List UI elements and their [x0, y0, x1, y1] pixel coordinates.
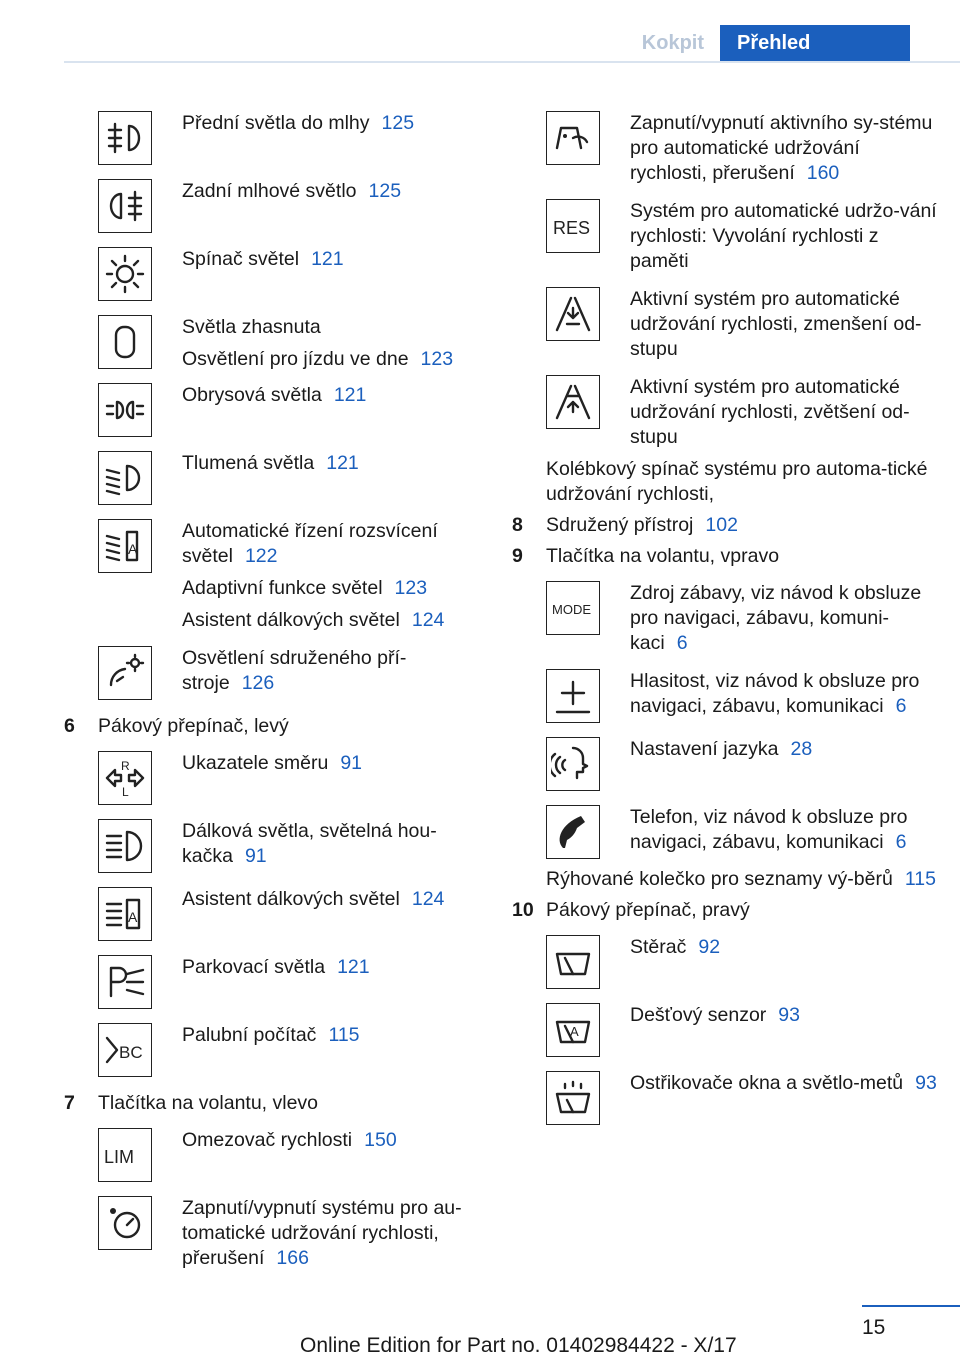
legend-text [182, 105, 484, 136]
legend-item [546, 105, 942, 186]
right-items-b [512, 575, 942, 867]
legend-text [630, 193, 942, 274]
high-beam-icon [98, 819, 152, 873]
legend-line [182, 955, 484, 980]
page-ref[interactable]: 28 [790, 738, 813, 760]
legend-line [182, 347, 484, 372]
edition-line: Online Edition for Part no. 01402984422 - X/17 [300, 1334, 737, 1357]
left-items-c [64, 1122, 484, 1271]
legend-item [98, 1190, 484, 1271]
legend-line [182, 451, 484, 476]
legend-item [98, 949, 484, 1017]
legend-line [630, 581, 942, 656]
legend-text [182, 241, 484, 272]
legend-label: Stěrač [630, 936, 687, 958]
page-ref[interactable]: 115 [328, 1024, 360, 1046]
legend-label: Osvětlení pro jízdu ve dne [182, 348, 409, 370]
page-ref[interactable]: 123 [394, 577, 428, 599]
rear-fog-light-icon [98, 179, 152, 233]
right-items-a [512, 105, 942, 450]
legend-item [546, 1065, 942, 1133]
legend-label: Spínač světel [182, 248, 300, 270]
legend-line [630, 1071, 942, 1096]
legend-label: Adaptivní funkce světel [182, 577, 383, 599]
legend-item [546, 663, 942, 731]
low-beam-icon [98, 451, 152, 505]
section-label: Tlačítka na volantu, vpravo [546, 545, 780, 567]
legend-label: Automatické řízení rozsvícení světel [182, 520, 438, 567]
svg-text:A: A [570, 1024, 579, 1039]
rocker-switch-note: Kolébkový spínač systému pro automa-tické udržování rychlosti, [546, 458, 928, 505]
legend-line [630, 199, 942, 274]
svg-text:RES: RES [553, 218, 591, 238]
cruise-control-icon [98, 1196, 152, 1250]
legend-text [630, 281, 942, 362]
voice-icon [546, 737, 600, 791]
active-cruise-control-icon [546, 111, 600, 165]
legend-label: Zadní mlhové světlo [182, 180, 357, 202]
legend-item [98, 173, 484, 241]
legend-line [182, 887, 484, 912]
page-ref[interactable]: 124 [411, 609, 445, 631]
page-ref[interactable]: 121 [333, 384, 367, 406]
legend-line [182, 383, 484, 408]
instrument-lighting-icon [98, 646, 152, 700]
legend-text [182, 949, 484, 980]
legend-line [182, 819, 484, 869]
section-number: 9 [512, 545, 523, 567]
resume-icon [546, 199, 600, 253]
legend-item [98, 640, 484, 708]
legend-label: Tlumená světla [182, 452, 315, 474]
legend-line [182, 608, 484, 633]
legend-line [182, 1196, 484, 1271]
section-8 [512, 513, 942, 538]
page-ref[interactable]: 125 [381, 112, 415, 134]
svg-text:A: A [128, 909, 138, 925]
legend-text [630, 105, 942, 186]
legend-label: Asistent dálkových světel [182, 888, 400, 910]
legend-item [546, 575, 942, 656]
legend-item [98, 377, 484, 445]
legend-item [546, 997, 942, 1065]
light-switch-icon [98, 247, 152, 301]
volume-icon [546, 669, 600, 723]
legend-label: Zapnutí/vypnutí aktivního sy-stému pro automatické udržování rychlosti, přerušení [630, 112, 933, 184]
legend-item [98, 105, 484, 173]
legend-text [182, 309, 484, 372]
legend-text [182, 445, 484, 476]
legend-text [630, 929, 942, 960]
tab-kokpit[interactable]: Kokpit [641, 32, 704, 54]
section-label: Pákový přepínač, pravý [546, 899, 750, 921]
legend-label: Ukazatele směru [182, 752, 329, 774]
legend-label: Světla zhasnuta [182, 316, 321, 338]
legend-label: Ostřikovače okna a světlo-metů [630, 1072, 904, 1094]
legend-label: Zapnutí/vypnutí systému pro au-tomatické udržování rychlosti, přerušení [182, 1197, 462, 1269]
legend-item [546, 731, 942, 799]
legend-text [630, 799, 942, 855]
legend-label: Aktivní systém pro automatické udržování rychlosti, zmenšení od-stupu [630, 288, 922, 360]
legend-item [546, 281, 942, 362]
section-7 [64, 1091, 484, 1116]
legend-text [182, 745, 484, 776]
legend-label: Dálková světla, světelná hou-kačka [182, 820, 437, 867]
legend-text [630, 1065, 942, 1096]
parking-light-p-icon [98, 955, 152, 1009]
legend-line [182, 111, 484, 136]
header-tabs [640, 25, 910, 61]
legend-text [182, 881, 484, 912]
page-ref[interactable]: 6 [895, 831, 907, 853]
high-beam-assist-icon [98, 887, 152, 941]
note-text: Rýhované kolečko pro seznamy vý-běrů [546, 868, 893, 890]
footer-rule [862, 1305, 960, 1307]
legend-label: Parkovací světla [182, 956, 326, 978]
legend-label: Asistent dálkových světel [182, 609, 400, 631]
legend-label: Dešťový senzor [630, 1004, 767, 1026]
legend-item [98, 309, 484, 377]
left-items-a [64, 105, 484, 708]
page-number: 15 [862, 1316, 886, 1339]
legend-item [98, 513, 484, 633]
legend-text [630, 663, 942, 719]
phone-icon [546, 805, 600, 859]
legend-label: Nastavení jazyka [630, 738, 779, 760]
svg-text:L: L [122, 785, 129, 799]
legend-item [98, 813, 484, 881]
page-ref[interactable]: 122 [244, 545, 278, 567]
section-label-text: Sdružený přístroj [546, 514, 694, 536]
right-column [512, 105, 942, 1133]
page-ref[interactable]: 121 [337, 956, 370, 978]
svg-text:R: R [121, 759, 130, 773]
legend-item [546, 193, 942, 274]
section-label [546, 513, 942, 538]
page-ref[interactable]: 102 [705, 514, 738, 536]
legend-item [546, 369, 942, 450]
legend-line [630, 669, 942, 719]
rain-sensor-icon [546, 1003, 600, 1057]
legend-text [182, 1017, 484, 1048]
section-label: Tlačítka na volantu, vlevo [98, 1092, 319, 1114]
legend-line [182, 315, 484, 340]
legend-text [630, 575, 942, 656]
legend-line [182, 1023, 484, 1048]
page-ref[interactable]: 124 [411, 888, 445, 910]
legend-text [182, 813, 484, 869]
onboard-computer-icon [98, 1023, 152, 1077]
tab-prehled[interactable]: Přehled [720, 25, 910, 61]
svg-text:A: A [128, 541, 138, 557]
svg-text:BC: BC [119, 1043, 143, 1062]
page-ref[interactable]: 91 [244, 845, 267, 867]
legend-text [182, 640, 484, 696]
legend-line [630, 375, 942, 450]
legend-label: Aktivní systém pro automatické udržování rychlosti, zvětšení od-stupu [630, 376, 910, 448]
legend-line [182, 751, 484, 776]
wiper-icon [546, 935, 600, 989]
page-ref[interactable]: 6 [895, 695, 907, 717]
legend-label: Telefon, viz návod k obsluze pro navigaci, zábavu, komunikaci [630, 806, 908, 853]
section-number: 8 [512, 514, 523, 536]
lights-off-icon [98, 315, 152, 369]
distance-increase-icon [546, 375, 600, 429]
section-10 [512, 898, 942, 923]
page-ref[interactable]: 150 [364, 1129, 397, 1151]
legend-line [630, 1003, 942, 1028]
left-column [64, 105, 484, 1278]
legend-item [98, 1017, 484, 1085]
legend-text [182, 377, 484, 408]
legend-text [630, 731, 942, 762]
legend-line [630, 935, 942, 960]
legend-item [546, 929, 942, 997]
legend-item [98, 745, 484, 813]
page-ref[interactable]: 93 [778, 1004, 800, 1026]
page-ref[interactable]: 91 [340, 752, 363, 774]
page-ref[interactable]: 93 [915, 1072, 937, 1094]
legend-label: Palubní počítač [182, 1024, 317, 1046]
turn-signal-icon [98, 751, 152, 805]
legend-text [182, 513, 484, 633]
page-ref[interactable]: 126 [241, 672, 275, 694]
page-ref[interactable]: 160 [806, 162, 840, 184]
legend-item [98, 1122, 484, 1190]
legend-text [182, 1190, 484, 1271]
legend-line [182, 646, 484, 696]
page-ref[interactable]: 121 [326, 452, 359, 474]
legend-label: Přední světla do mlhy [182, 112, 370, 134]
parking-lights-icon [98, 383, 152, 437]
svg-text:MODE: MODE [552, 602, 591, 617]
legend-line [182, 519, 484, 569]
legend-label: Osvětlení sdruženého pří-stroje [182, 647, 407, 694]
legend-line [630, 287, 942, 362]
page-ref[interactable]: 121 [311, 248, 344, 270]
section-number: 6 [64, 715, 75, 737]
legend-line [182, 179, 484, 204]
legend-item [98, 241, 484, 309]
distance-decrease-icon [546, 287, 600, 341]
section-number: 7 [64, 1092, 75, 1114]
legend-label: Hlasitost, viz návod k obsluze pro navigaci, zábavu, komunikaci [630, 670, 920, 717]
legend-line [182, 1128, 484, 1153]
legend-line [182, 576, 484, 601]
speed-limiter-icon [98, 1128, 152, 1182]
page-ref[interactable]: 92 [698, 936, 721, 958]
scroll-wheel-note [546, 867, 942, 892]
left-items-b [64, 745, 484, 1085]
legend-item [98, 881, 484, 949]
page-ref[interactable]: 115 [904, 868, 936, 890]
legend-line [182, 247, 484, 272]
right-items-c [512, 929, 942, 1133]
legend-text [182, 173, 484, 204]
legend-line [630, 737, 942, 762]
legend-line [630, 805, 942, 855]
legend-label: Zdroj zábavy, viz návod k obsluze pro navigaci, zábavu, komuni-kaci [630, 582, 922, 654]
legend-label: Omezovač rychlosti [182, 1129, 353, 1151]
legend-line [630, 111, 942, 186]
section-9 [512, 544, 942, 569]
page-ref[interactable]: 123 [420, 348, 454, 370]
section-number: 10 [512, 899, 534, 921]
washer-icon [546, 1071, 600, 1125]
page-ref[interactable]: 125 [368, 180, 402, 202]
auto-headlight-icon [98, 519, 152, 573]
legend-item [546, 799, 942, 867]
page-ref[interactable]: 166 [276, 1247, 309, 1269]
mode-icon [546, 581, 600, 635]
section-6 [64, 714, 484, 739]
header-rule [64, 61, 960, 63]
front-fog-light-icon [98, 111, 152, 165]
page-ref[interactable]: 6 [676, 632, 688, 654]
legend-text [182, 1122, 484, 1153]
legend-item [98, 445, 484, 513]
legend-text [630, 997, 942, 1028]
legend-text [630, 369, 942, 450]
svg-text:LIM: LIM [104, 1147, 135, 1167]
section-label: Pákový přepínač, levý [98, 715, 289, 737]
legend-label: Obrysová světla [182, 384, 322, 406]
legend-label: Systém pro automatické udržo-vání rychlosti: Vyvolání rychlosti z paměti [630, 200, 937, 272]
